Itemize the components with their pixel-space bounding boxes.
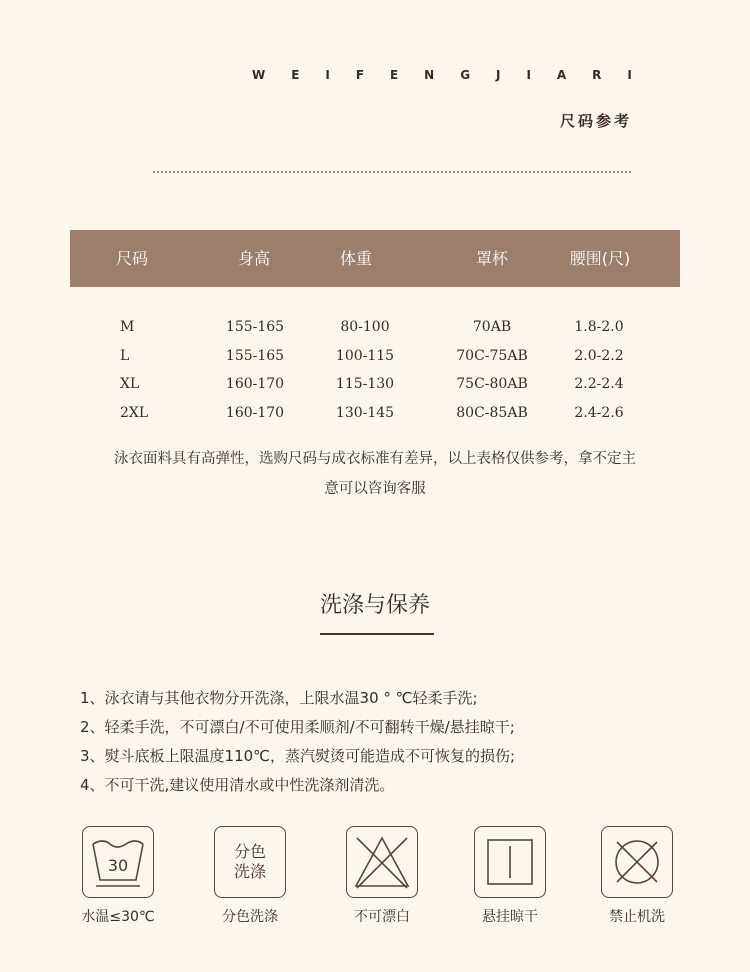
cell-cup: 70AB (472, 319, 512, 335)
brand-letter: W (252, 68, 266, 82)
care-icon-item (327, 826, 437, 926)
brand-name (252, 68, 632, 82)
icon-label: 水温≤30℃ (81, 909, 155, 925)
cell-size: XL (120, 376, 140, 392)
cell-cup: 80C-85AB (456, 404, 528, 421)
hang-dry-icon (474, 826, 546, 898)
table-row (0, 345, 750, 374)
cell-weight: 80-100 (340, 319, 390, 335)
cell-waist: 2.2-2.4 (574, 376, 624, 392)
brand-letter: N (424, 68, 435, 82)
care-title: 洗涤与保养 (319, 593, 430, 618)
instruction-item: 2、轻柔手洗，不可漂白/不可使用柔顺剂/不可翻转干燥/悬挂晾干; (80, 718, 515, 736)
cell-height: 155-165 (225, 347, 285, 364)
brand-letter: A (556, 68, 567, 82)
wash-tub-icon (88, 834, 148, 890)
cell-size: L (120, 347, 130, 364)
brand-letter: G (460, 68, 471, 82)
brand-letter: F (355, 68, 365, 82)
icon-label: 不可漂白 (354, 909, 410, 925)
brand-letter: E (390, 68, 399, 82)
separate-color-wash-icon (214, 826, 286, 898)
cell-size: M (120, 319, 135, 335)
size-reference-title: 尺码参考 (559, 112, 632, 130)
cell-cup: 70C-75AB (456, 347, 528, 364)
icon-label: 分色洗涤 (222, 909, 278, 925)
cell-waist: 1.8-2.0 (574, 319, 624, 335)
cell-weight: 100-115 (335, 347, 395, 364)
brand-letter: J (496, 68, 501, 82)
icon-label: 禁止机洗 (609, 909, 665, 925)
care-icon-item (582, 826, 692, 926)
brand-letter: E (291, 68, 300, 82)
cell-size: 2XL (120, 404, 149, 421)
table-row (0, 316, 750, 345)
no-bleach-icon (346, 826, 418, 898)
brand-letter: I (627, 68, 632, 82)
no-machine-wash-icon (601, 826, 673, 898)
wash-temp-text: 30 (107, 856, 129, 875)
care-title-underline (320, 633, 434, 635)
brand-letter: I (325, 68, 330, 82)
care-icons (0, 826, 750, 936)
instruction-item: 1、泳衣请与其他衣物分开洗涤，上限水温30 ° ℃轻柔手洗; (80, 689, 478, 707)
cell-height: 155-165 (225, 319, 285, 335)
cell-height: 160-170 (225, 376, 285, 392)
cell-cup: 75C-80AB (456, 376, 528, 392)
instruction-item: 4、不可干洗,建议使用清水或中性洗涤剂清洗。 (80, 776, 395, 794)
instruction-item: 3、熨斗底板上限温度110℃，蒸汽熨烫可能造成不可恢复的损伤; (80, 747, 516, 765)
wash-30-icon (82, 826, 154, 898)
dotted-divider (153, 171, 631, 173)
table-row (0, 373, 750, 402)
care-icon-item (195, 826, 305, 926)
brand-letter: I (526, 68, 531, 82)
size-table-header (70, 230, 680, 287)
cell-waist: 2.4-2.6 (574, 404, 624, 421)
cell-weight: 130-145 (335, 404, 395, 421)
cell-weight: 115-130 (335, 376, 395, 392)
care-instructions (80, 684, 700, 800)
cell-height: 160-170 (225, 404, 285, 421)
table-row (0, 402, 750, 431)
care-icon-item (63, 826, 173, 926)
size-table-body (0, 316, 750, 430)
header-cup: 罩杯 (475, 249, 509, 268)
care-icon-item (455, 826, 565, 926)
header-weight: 体重 (339, 249, 373, 268)
cell-waist: 2.0-2.2 (574, 347, 624, 364)
header-height: 身高 (237, 249, 271, 268)
icon-label: 悬挂晾干 (482, 909, 538, 925)
icon-inner-text: 分色 洗涤 (233, 842, 266, 881)
size-note: 泳衣面料具有高弹性，选购尺码与成衣标准有差异，以上表格仅供参考，拿不定主意可以咨询客服 (114, 451, 636, 497)
brand-letter: R (592, 68, 602, 82)
header-size: 尺码 (115, 249, 149, 268)
header-waist: 腰围(尺) (569, 249, 631, 268)
